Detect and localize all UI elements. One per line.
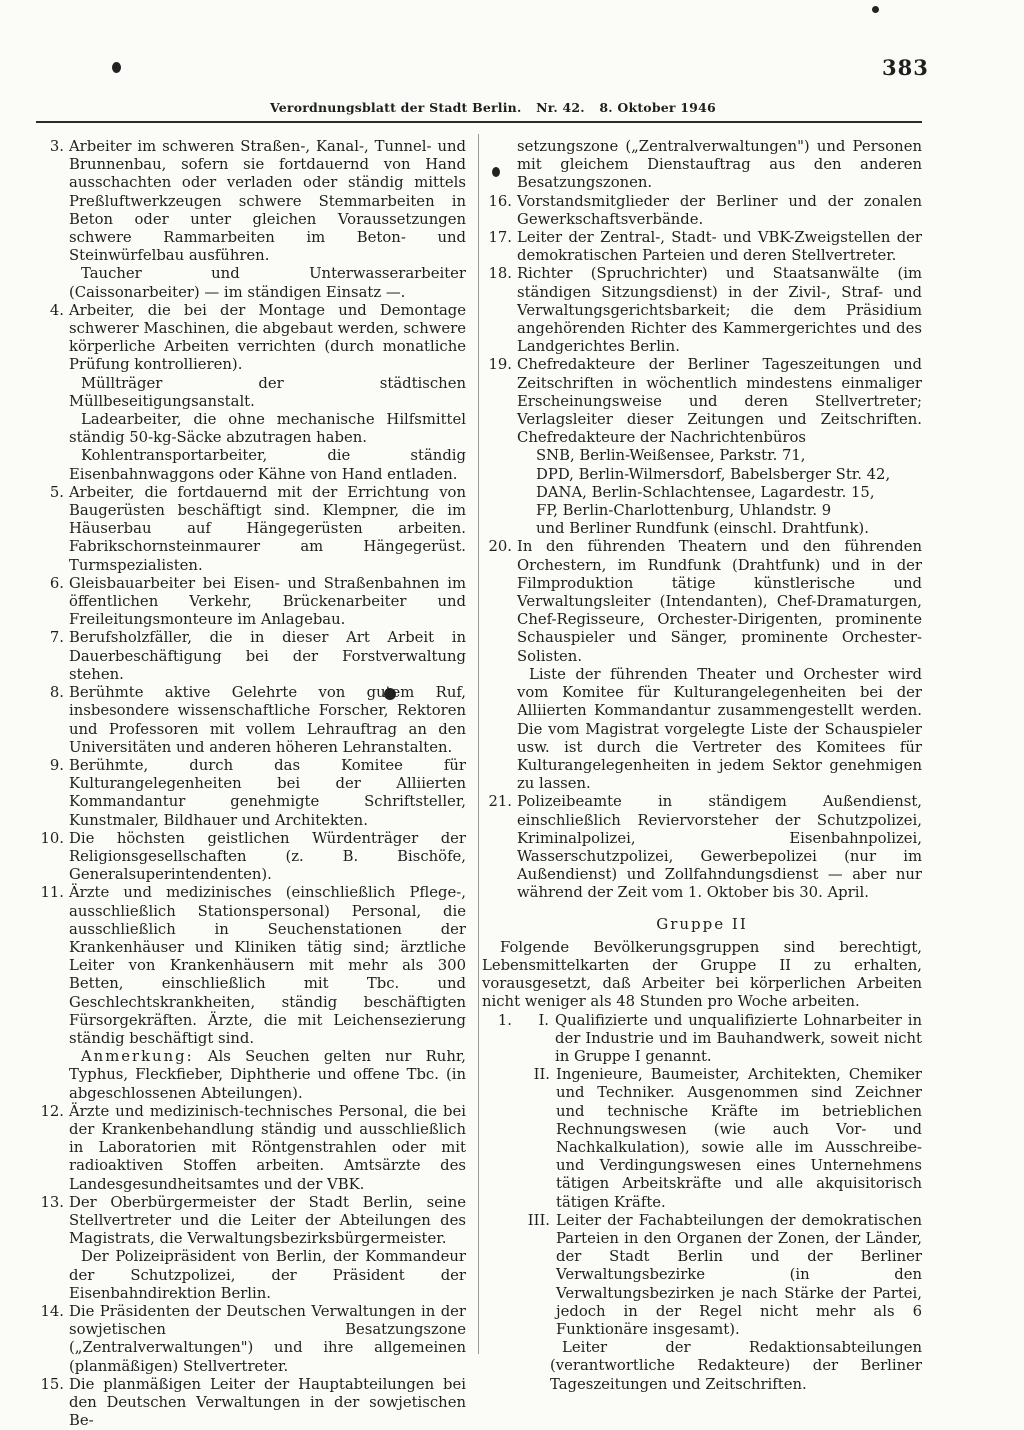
item-text: Chefredakteure der Berliner Tageszeitungen und Zeitschriften in wöchentlich mindestens einmaliger Erscheinungsweise und deren Stellvertreter; Verlagsleiter dieser Zeitungen und Zeitschriften. Chefredakteure der Nachrichtenbüros [517, 356, 922, 447]
item-text: Berühmte aktive Gelehrte von gutem Ruf, insbesondere wissenschaftliche Forscher, Rektoren und Professoren mit vollem Lehrauftrag an den Universitäten und anderen höheren Lehranstalten. [69, 684, 466, 756]
item-number: 16. [488, 192, 512, 210]
item-number: 5. [49, 483, 64, 501]
item-text: Leiter der Zentral-, Stadt- und VBK-Zweigstellen der demokratischen Parteien und deren Stellvertreter. [517, 229, 922, 265]
note-label: Anmerkung: [81, 1048, 194, 1066]
list-item [34, 884, 466, 1048]
list-item [34, 302, 466, 375]
item-note [69, 1048, 466, 1103]
roman-number: II. [533, 1066, 550, 1084]
item-number: 13. [40, 1193, 64, 1211]
item-number: 1. [497, 1011, 512, 1029]
item-number: 17. [488, 229, 512, 247]
header-title: Verordnungsblatt der Stadt Berlin. [270, 100, 522, 115]
header-number: Nr. 42. [536, 100, 585, 115]
list-item [34, 1103, 466, 1194]
address-line: DPD, Berlin-Wilmersdorf, Babelsberger Str. 42, [536, 465, 891, 483]
item-number: 12. [40, 1102, 64, 1120]
list-item [34, 138, 466, 265]
item-number: 21. [488, 793, 512, 811]
list-item [34, 575, 466, 630]
page-header [270, 100, 730, 115]
list-item [34, 830, 466, 885]
list-item [482, 793, 922, 902]
item-text: Die Präsidenten der Deutschen Verwaltungen in der sowjetischen Besatzungszone („Zentralverwaltungen") und ihre allgemeinen (planmäßigen) Stellvertreter. [69, 1303, 466, 1375]
item-text: Der Oberbürgermeister der Stadt Berlin, seine Stellvertreter und die Leiter der Abteilungen des Magistrats, die Verwaltungsbezirksbürgermeister. [69, 1193, 466, 1248]
header-rule [36, 121, 922, 123]
item-subparagraph: Ladearbeiter, die ohne mechanische Hilfsmittel ständig 50-kg-Säcke abzutragen haben. [69, 411, 466, 447]
list-item [482, 538, 922, 665]
list-item [34, 757, 466, 830]
left-column [34, 138, 466, 1430]
item-subparagraph: Müllträger der städtischen Müllbeseitigungsanstalt. [69, 374, 466, 410]
list-item [482, 193, 922, 229]
list-item [34, 629, 466, 684]
list-item [518, 1212, 922, 1339]
item-text: Vorstandsmitglieder der Berliner und der zonalen Gewerkschaftsverbände. [517, 192, 922, 228]
item-number: 10. [40, 829, 64, 847]
section-heading: Gruppe II [656, 914, 748, 933]
item-text: Die höchsten geistlichen Würdenträger der Religionsgesellschaften (z. B. Bischöfe, Generalsuperintendenten). [69, 829, 466, 884]
item-subparagraph: Leiter der Redaktionsabteilungen (verantwortliche Redakteure) der Berliner Tageszeitungen und Zeitschriften. [550, 1339, 922, 1393]
roman-number: I. [538, 1011, 549, 1029]
item-number: 3. [49, 138, 64, 155]
list-item [34, 1194, 466, 1249]
item-subparagraph: Kohlentransportarbeiter, die ständig Eisenbahnwaggons oder Kähne von Hand entladen. [69, 447, 466, 483]
roman-number: III. [527, 1211, 550, 1229]
item-number: 6. [49, 574, 64, 592]
right-column [482, 138, 922, 1394]
list-item [482, 265, 922, 356]
item-number: 20. [488, 538, 512, 556]
item-subparagraph: Der Polizeipräsident von Berlin, der Kommandeur der Schutzpolizei, der Präsident der Eisenbahndirektion Berlin. [69, 1248, 466, 1302]
list-item [34, 1303, 466, 1376]
item-text: Berühmte, durch das Komitee für Kulturangelegenheiten bei der Alliierten Kommandantur genehmigte Schriftsteller, Kunstmaler, Bildhauer und Architekten. [69, 756, 466, 829]
address-line: SNB, Berlin-Weißensee, Parkstr. 71, [536, 447, 806, 465]
page-number: 383 [882, 55, 929, 80]
list-item [482, 356, 922, 447]
item-text: Ärzte und medizinisch-technisches Personal, die bei der Krankenbehandlung ständig und ausschließlich in Laboratorien mit Röntgenstrahlen oder mit radioaktiven Stoffen arbeiten. Amtsärzte des Landesgesundheitsamtes und der VBK. [69, 1102, 466, 1193]
column-divider [478, 134, 479, 1354]
item-number: 11. [40, 884, 64, 902]
item-number: 15. [40, 1375, 64, 1393]
item-number: 7. [49, 629, 64, 647]
list-item [34, 1376, 466, 1430]
note-text: Als Seuchen gelten nur Ruhr, Typhus, Fleckfieber, Diphtherie und offene Tbc. (in abgeschlossenen Abteilungen). [69, 1048, 466, 1102]
ink-spot [112, 62, 121, 73]
item-text: Berufsholzfäller, die in dieser Art Arbeit in Dauerbeschäftigung bei der Forstverwaltung stehen. [69, 629, 466, 683]
header-date: 8. Oktober 1946 [599, 100, 716, 115]
item-text: Arbeiter, die fortdauernd mit der Errichtung von Baugerüsten beschäftigt sind. Klempner, die im Häuserbau auf Hängegerüsten arbeiten. Fabrikschornsteinmaurer am Hängegerüst. Turmspezialisten. [69, 483, 466, 574]
list-item [518, 1066, 922, 1212]
item-number: 8. [49, 684, 64, 702]
item-text: Leiter der Fachabteilungen der demokratischen Parteien in den Organen der Zonen, der Länder, der Stadt Berlin und der Berliner Verwaltungsbezirke (in den Verwaltungsbezirken je nach Stärke der Partei, jedoch in der Regel nicht mehr als 6 Funktionäre insgesamt). [556, 1211, 922, 1338]
item-text: Arbeiter im schweren Straßen-, Kanal-, Tunnel- und Brunnenbau, sofern sie fortdauernd von Hand ausschachten oder verladen oder ständig mittels Preßluftwerkzeugen schwere Stemmarbeiten in Beton oder unter gleichen Voraussetzungen schwere Rammarbeiten im Beton- und Steinwürfelbau ausführen. [69, 138, 466, 265]
item-text: Die planmäßigen Leiter der Hauptabteilungen bei den Deutschen Verwaltungen in der sowjetischen Be- [69, 1375, 466, 1430]
item-text: Polizeibeamte in ständigem Außendienst, einschließlich Reviervorsteher der Schutzpolizei, Kriminalpolizei, Eisenbahnpolizei, Wasserschutzpolizei, Gewerbepolizei (nur im Außendienst) und Zollfahndungsdienst — aber nur während der Zeit vom 1. Oktober bis 30. April. [517, 793, 922, 902]
item-text: Richter (Spruchrichter) und Staatsanwälte (im ständigen Sitzungsdienst) in der Zivil-, Straf- und Verwaltungsgerichtsbarkeit; die dem Präsidium angehörenden Richter des Kammergerichtes und des Landgerichtes Berlin. [517, 265, 922, 356]
item-number: 4. [49, 301, 64, 319]
address-line: DANA, Berlin-Schlachtensee, Lagardestr. 15, [536, 483, 875, 501]
address-line: und Berliner Rundfunk (einschl. Drahtfunk). [536, 520, 869, 538]
item-number: 9. [49, 756, 64, 774]
item-text: Gleisbauarbeiter bei Eisen- und Straßenbahnen im öffentlichen Verkehr, Brückenarbeiter und Freileitungsmonteure im Anlagebau. [69, 574, 466, 629]
section-intro: Folgende Bevölkerungsgruppen sind berechtigt, Lebensmittelkarten der Gruppe II zu erhalten, vorausgesetzt, daß Arbeiter bei körperlichen Arbeiten nicht weniger als 48 Stunden pro Woche arbeiten. [482, 938, 922, 1011]
item-text: Ingenieure, Baumeister, Architekten, Chemiker und Techniker. Ausgenommen sind Zeichner und technische Kräfte im betrieblichen Rechnungswesen (wie auch Vor- und Nachkalkulation), sowie alle im Ausschreibe- und Verdingungswesen eines Unternehmens tätigen Arbeitskräfte und alle akquisitorisch tätigen Kräfte. [556, 1066, 922, 1211]
item-text: Ärzte und medizinisches (einschließlich Pflege-, ausschließlich Stationspersonal) Personal, die ausschließlich in Seuchenstationen der Krankenhäuser und Kliniken tätig sind; ärztliche Leiter von Krankenhäusern mit mehr als 300 Betten, einschließlich mit Tbc. und Geschlechtskrankheiten, ständig beschäftigten Fürsorgekräften. Ärzte, die mit Leichensezierung ständig beschäftigt sind. [69, 884, 466, 1047]
item-text: Qualifizierte und unqualifizierte Lohnarbeiter in der Industrie und im Bauhandwerk, soweit nicht in Gruppe I genannt. [555, 1011, 922, 1065]
item-subparagraph: Taucher und Unterwasserarbeiter (Caissonarbeiter) — im ständigen Einsatz —. [69, 265, 466, 301]
list-item [482, 229, 922, 265]
item-number: 19. [488, 356, 512, 374]
ink-spot [872, 6, 879, 13]
item-text: Arbeiter, die bei der Montage und Demontage schwerer Maschinen, die abgebaut werden, schwere körperliche Arbeiten verrichten (durch monatliche Prüfung kontrollieren). [69, 301, 466, 374]
list-item [482, 1012, 922, 1067]
list-item [34, 684, 466, 757]
item-number: 18. [488, 265, 512, 283]
list-item [34, 484, 466, 575]
item-text: In den führenden Theatern und den führenden Orchestern, im Rundfunk (Drahtfunk) und in der Filmproduktion tätige künstlerische und Verwaltungsleiter (Intendanten), Chef-Dramaturgen, Chef-Regisseure, Orchester-Dirigenten, prominente Schauspieler und Sänger, prominente Orchester-Solisten. [517, 538, 922, 665]
continuation-text: setzungszone („Zentralverwaltungen") und Personen mit gleichem Dienstauftrag aus den anderen Besatzungszonen. [517, 138, 922, 192]
item-number: 14. [40, 1303, 64, 1320]
address-line: FP, Berlin-Charlottenburg, Uhlandstr. 9 [536, 502, 832, 520]
item-subparagraph: Liste der führenden Theater und Orchester wird vom Komitee für Kulturangelegenheiten bei der Alliierten Kommandantur zusammengestellt werden. Die vom Magistrat vorgelegte Liste der Schauspieler usw. ist durch die Vertreter des Komitees für Kulturangelegenheiten in jedem Sektor genehmigen zu lassen. [517, 665, 922, 793]
